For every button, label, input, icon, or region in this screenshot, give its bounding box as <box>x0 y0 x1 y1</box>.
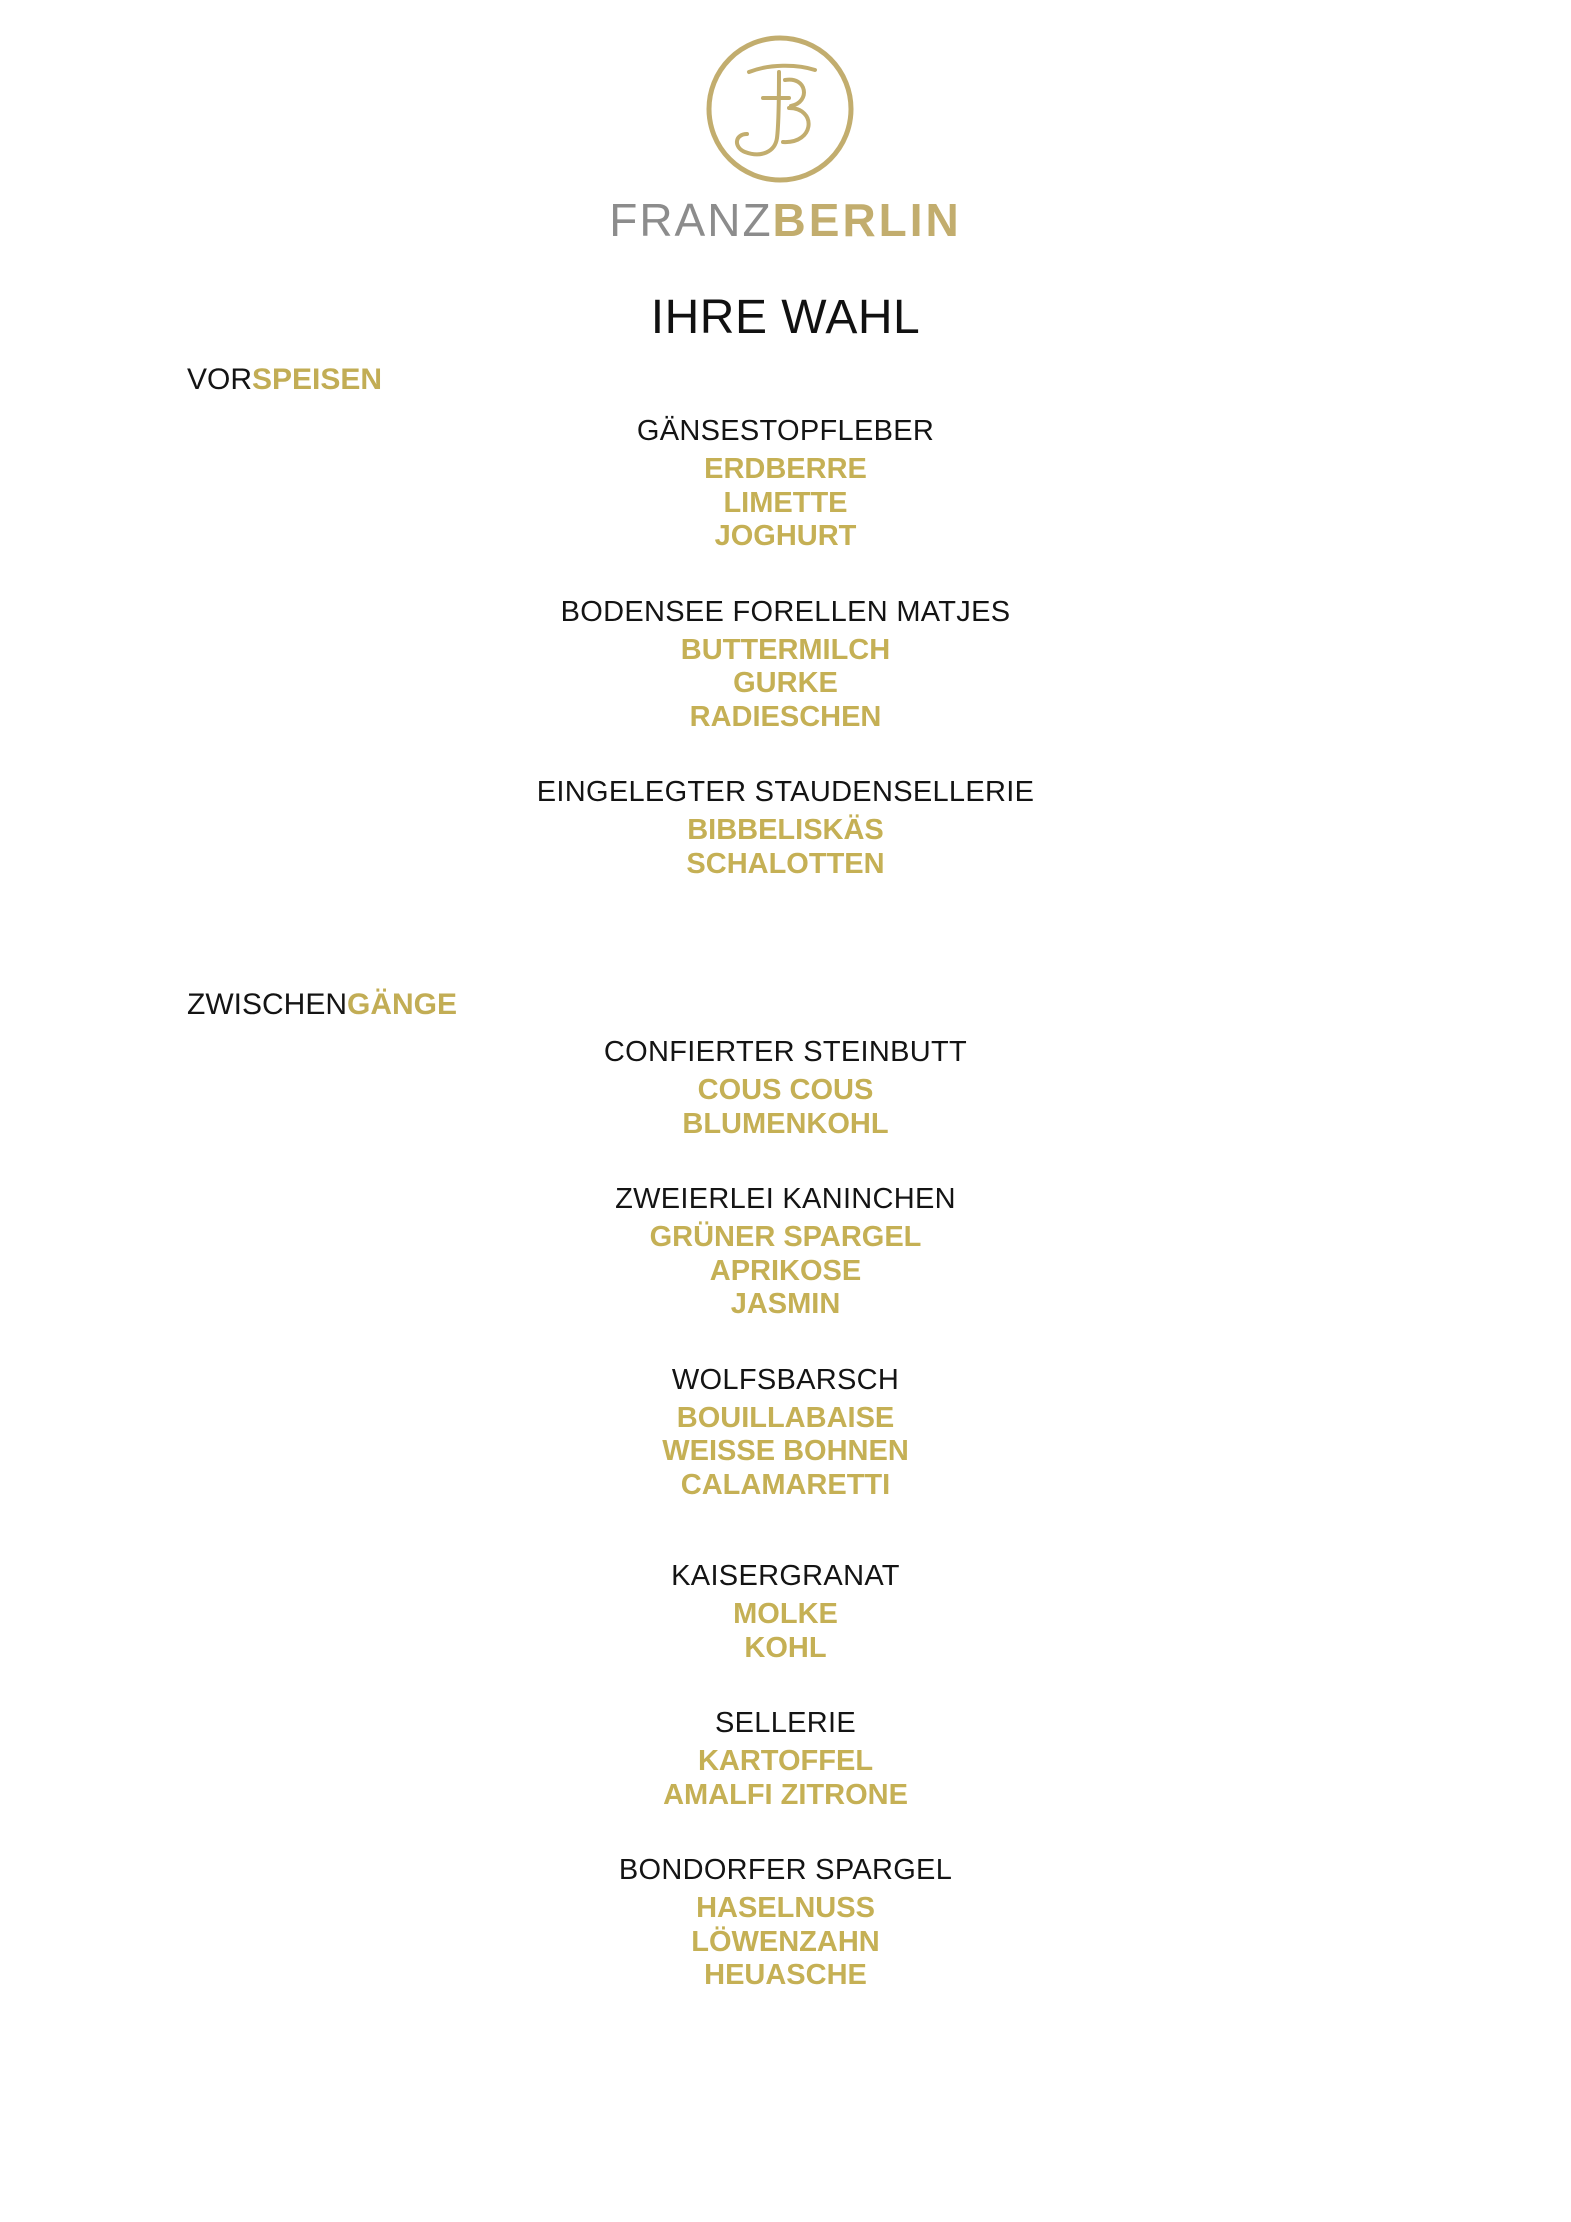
dish-component: GURKE <box>733 667 838 699</box>
dish-components <box>0 1745 1571 1812</box>
dish-component: WEISSE BOHNEN <box>662 1435 909 1467</box>
dish-component: APRIKOSE <box>709 1254 862 1287</box>
dish-component: ERDBERRE <box>704 453 867 485</box>
dish-component: LÖWENZAHN <box>691 1925 880 1958</box>
dish-component: CALAMARETTI <box>680 1468 891 1501</box>
dish-component: JOGHURT <box>714 520 857 552</box>
dish-name: GÄNSESTOPFLEBER <box>636 415 935 447</box>
dish-components <box>0 1221 1571 1322</box>
dish-component: MOLKE <box>733 1598 838 1630</box>
dish-name: CONFIERTER STEINBUTT <box>603 1036 968 1068</box>
monogram-logo-icon <box>705 34 855 184</box>
page-title: IHRE WAHL <box>650 291 921 344</box>
dish-name: ZWEIERLEI KANINCHEN <box>615 1183 956 1215</box>
dish-component: GRÜNER SPARGEL <box>649 1221 922 1253</box>
brand-name-bold: BERLIN <box>772 194 962 246</box>
dish-component: BIBBELISKÄS <box>687 814 884 846</box>
dish-component: KOHL <box>744 1631 827 1664</box>
dish-components <box>0 1892 1571 1993</box>
section-heading-bold: GÄNGE <box>347 988 458 1021</box>
dish-components <box>0 1074 1571 1141</box>
dish-components <box>0 453 1571 554</box>
dish-component: BUTTERMILCH <box>680 633 891 666</box>
dish-name: KAISERGRANAT <box>671 1560 900 1592</box>
dish-components <box>0 1598 1571 1665</box>
dish-item <box>0 413 1571 554</box>
dish-item <box>0 1558 1571 1665</box>
dish-component: SCHALOTTEN <box>686 847 885 880</box>
restaurant-logo <box>0 0 1571 250</box>
dish-list-zwischengaenge <box>0 1034 1571 1993</box>
dish-component: BOUILLABAISE <box>676 1401 895 1434</box>
dish-components <box>0 814 1571 881</box>
dish-item <box>0 1705 1571 1812</box>
dish-item <box>0 1852 1571 1993</box>
dish-item <box>0 1362 1571 1503</box>
dish-components <box>0 1402 1571 1503</box>
dish-component: BLUMENKOHL <box>682 1107 889 1140</box>
dish-name: WOLFSBARSCH <box>671 1363 900 1396</box>
section-heading-zwischengaenge <box>187 987 457 1023</box>
dish-item <box>0 1181 1571 1322</box>
section-heading-bold: SPEISEN <box>252 363 383 396</box>
dish-name: BODENSEE FORELLEN MATJES <box>560 595 1011 628</box>
section-heading-vorspeisen <box>187 362 382 398</box>
dish-components <box>0 634 1571 735</box>
section-heading-light: VOR <box>187 363 253 396</box>
brand-name <box>0 192 1571 248</box>
dish-component: HASELNUSS <box>696 1892 875 1924</box>
dish-component: KARTOFFEL <box>697 1745 874 1777</box>
brand-name-light: FRANZ <box>609 194 773 246</box>
dish-name: SELLERIE <box>714 1707 857 1739</box>
dish-name: EINGELEGTER STAUDENSELLERIE <box>536 776 1035 808</box>
dish-item <box>0 774 1571 881</box>
dish-item <box>0 594 1571 735</box>
dish-component: COUS COUS <box>697 1074 874 1106</box>
dish-component: LIMETTE <box>723 486 848 519</box>
dish-name: BONDORFER SPARGEL <box>618 1854 953 1886</box>
dish-component: AMALFI ZITRONE <box>663 1778 908 1811</box>
dish-component: HEUASCHE <box>704 1959 867 1991</box>
section-heading-light: ZWISCHEN <box>187 988 347 1021</box>
dish-list-vorspeisen <box>0 413 1571 881</box>
dish-component: RADIESCHEN <box>689 700 882 733</box>
dish-item <box>0 1034 1571 1141</box>
dish-component: JASMIN <box>730 1288 841 1320</box>
